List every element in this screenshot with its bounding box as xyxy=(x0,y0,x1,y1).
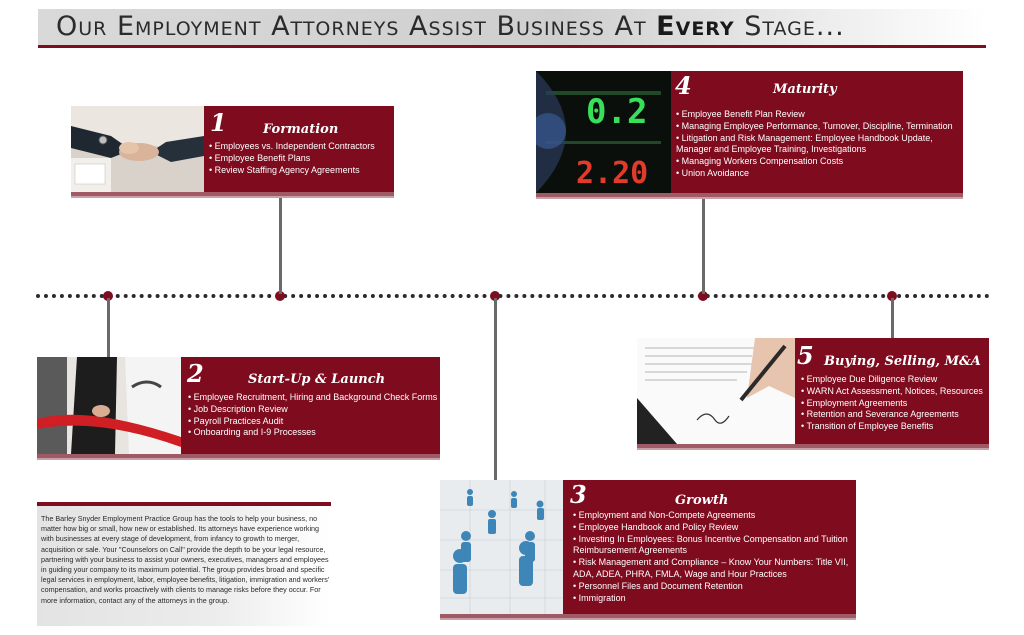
stage-title: Buying, Selling, M&A xyxy=(824,354,981,369)
ticker-digits-bottom: 2.20 xyxy=(576,156,649,191)
list-item: • WARN Act Assessment, Notices, Resources xyxy=(801,386,987,398)
list-item: • Employee Recruitment, Hiring and Background Check Forms xyxy=(188,392,438,404)
stem-buying-selling xyxy=(891,298,894,338)
stem-maturity xyxy=(702,196,705,294)
list-item: • Managing Workers Compensation Costs xyxy=(676,156,958,168)
stage-number: 2 xyxy=(187,359,204,388)
list-item: • Risk Management and Compliance – Know Your Numbers: Title VII, ADA, ADEA, PHRA, FMLA, Wage and Hour Practices xyxy=(573,557,853,581)
list-item: • Personnel Files and Document Retention xyxy=(573,581,853,593)
list-item: • Immigration xyxy=(573,593,853,605)
stage-items-formation xyxy=(209,141,391,176)
list-item: • Managing Employee Performance, Turnover, Discipline, Termination xyxy=(676,121,958,133)
signing-document-photo xyxy=(637,338,795,444)
stage-title: Growth xyxy=(675,493,729,508)
stage-card-startup xyxy=(37,357,440,458)
stage-card-formation xyxy=(71,106,394,196)
stage-number: 4 xyxy=(675,71,692,100)
stem-formation xyxy=(279,196,282,294)
list-item: • Union Avoidance xyxy=(676,168,958,180)
stage-card-buying-selling xyxy=(637,338,989,448)
ticker-digits-top: 0.2 xyxy=(586,92,648,132)
list-item: • Litigation and Risk Management: Employee Handbook Update, Manager and Employee Training, Investigations xyxy=(676,133,958,157)
header-banner xyxy=(38,9,986,48)
list-item: • Investing In Employees: Bonus Incentive Compensation and Tuition Reimbursement Agreements xyxy=(573,534,853,558)
list-item: • Payroll Practices Audit xyxy=(188,416,438,428)
stock-ticker-photo xyxy=(536,71,671,193)
handshake-photo xyxy=(71,106,204,192)
people-network-photo xyxy=(440,480,563,614)
stage-number: 3 xyxy=(570,480,587,509)
list-item: • Employee Handbook and Policy Review xyxy=(573,522,853,534)
list-item: • Retention and Severance Agreements xyxy=(801,409,987,421)
title-emphasis: Every xyxy=(656,11,735,42)
stage-items-startup xyxy=(188,392,438,439)
stage-items-growth xyxy=(573,510,853,604)
stem-growth xyxy=(494,298,497,481)
stem-startup xyxy=(107,298,110,358)
list-item: • Onboarding and I-9 Processes xyxy=(188,427,438,439)
stage-number: 5 xyxy=(797,341,814,370)
title-part-1: Our Employment Attorneys Assist Business At xyxy=(56,11,657,42)
list-item: • Transition of Employee Benefits xyxy=(801,421,987,433)
list-item: • Employment Agreements xyxy=(801,398,987,410)
list-item: • Employees vs. Independent Contractors xyxy=(209,141,391,153)
stage-title: Maturity xyxy=(773,82,837,97)
stage-title: Start-Up & Launch xyxy=(248,372,386,387)
title-part-2: Stage... xyxy=(734,11,845,42)
list-item: • Employee Benefit Plans xyxy=(209,153,391,165)
page-title xyxy=(56,11,845,42)
ribbon-cutting-photo xyxy=(37,357,181,454)
stage-title: Formation xyxy=(263,122,339,137)
stage-items-buying-selling xyxy=(801,374,987,433)
description-panel xyxy=(37,502,331,626)
stage-card-growth xyxy=(440,480,856,618)
stage-items-maturity xyxy=(676,109,958,180)
list-item: • Job Description Review xyxy=(188,404,438,416)
list-item: • Employment and Non-Compete Agreements xyxy=(573,510,853,522)
timeline-line xyxy=(36,294,990,298)
stage-number: 1 xyxy=(210,108,227,137)
stage-card-maturity xyxy=(536,71,963,197)
list-item: • Review Staffing Agency Agreements xyxy=(209,165,391,177)
list-item: • Employee Benefit Plan Review xyxy=(676,109,958,121)
list-item: • Employee Due Diligence Review xyxy=(801,374,987,386)
description-text: The Barley Snyder Employment Practice Group has the tools to help your business, no matter how big or small, how new or established. Its attorneys have experience working with businesses at every stage of development, from infancy to growth to merger, acquisition or sale. Your "Counselors on Call" provide the depth to be your legal resource, partnering with your business to assist your owners, executives, managers and employees in guiding your company to its maximum potential. The group provides broad and specific legal services in employment, labor, employee benefits, litigation, immigration and workers' compensation, and works proactively with clients to manage risks before they occur. For more information, contact any of the attorneys in the group. xyxy=(41,514,330,605)
